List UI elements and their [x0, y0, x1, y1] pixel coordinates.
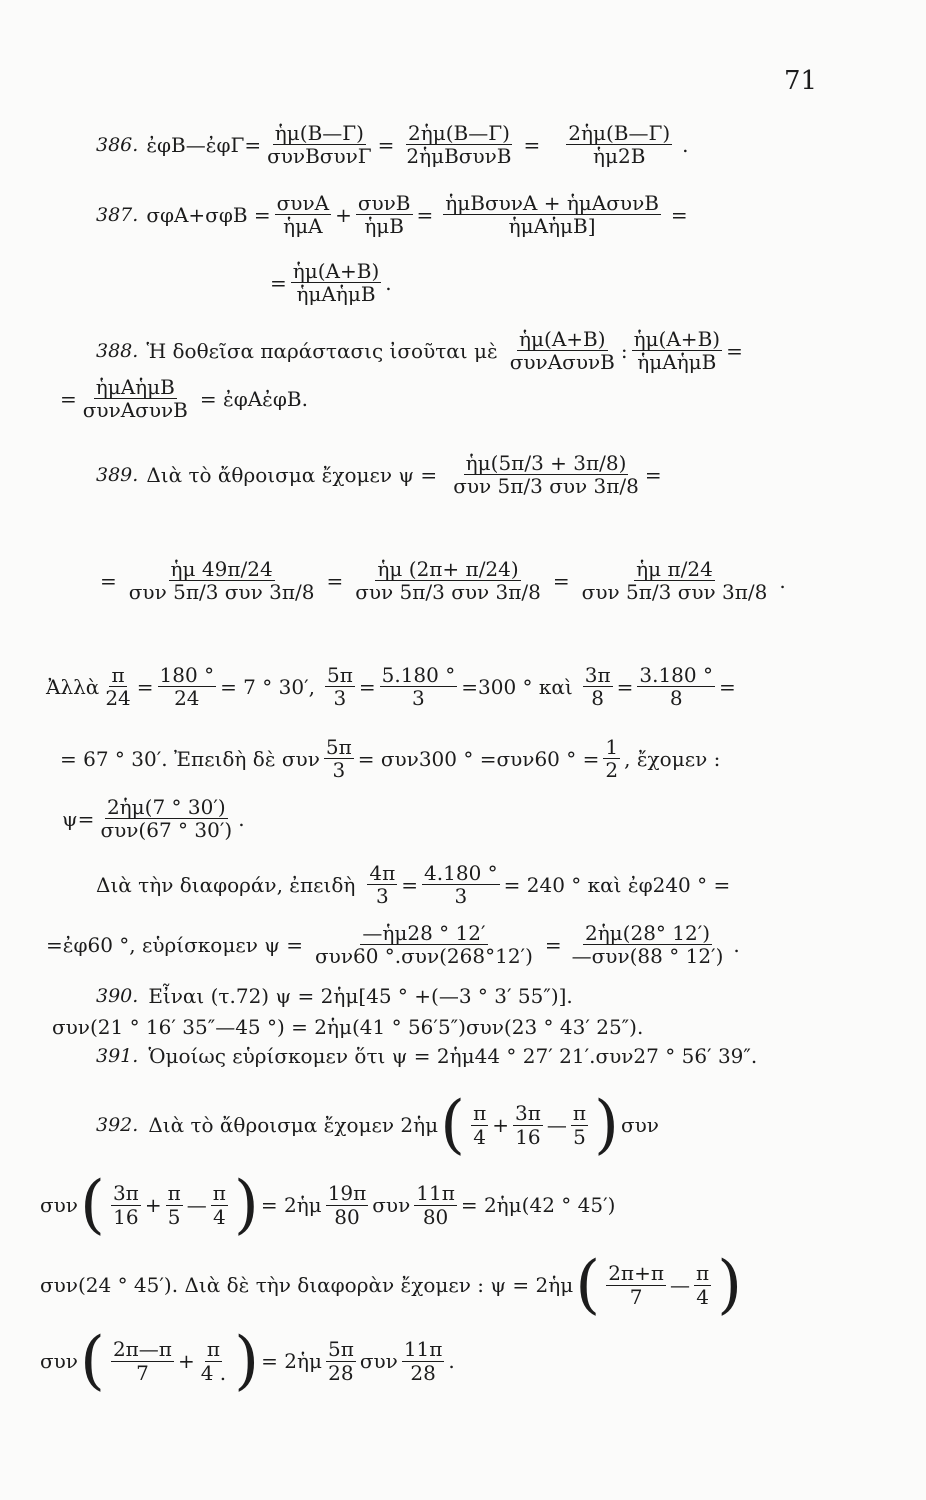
- page-number: 71: [784, 66, 818, 96]
- expression: συν: [40, 1349, 78, 1374]
- exercise-387-line2: [270, 260, 670, 306]
- right-parenthesis: ): [594, 1088, 619, 1162]
- fraction: $\frac{19\pi}{80}$: [327, 1181, 367, 1229]
- equals-sign: =: [100, 568, 117, 593]
- exercise-386: [96, 122, 926, 168]
- fraction: $\frac{\text{ἡμ π/24}}{\text{συν 5π/3 συν 3π/8}}$: [581, 557, 768, 605]
- exercise-388: [96, 328, 926, 374]
- exercise-392-line2: [40, 1168, 926, 1242]
- fraction: $\frac{\text{συνΑ}}{\text{ἡμΑ}}$: [276, 191, 330, 239]
- fraction: $\frac{\text{συνΒ}}{\text{ἡμΒ}}$: [357, 191, 411, 239]
- exercise-392-line4: [40, 1324, 926, 1398]
- exercise-number: 390.: [96, 985, 139, 1007]
- exercise-388-line2: [60, 376, 660, 422]
- expression: = ἐφΑἐφΒ.: [199, 386, 308, 411]
- equals-sign: =: [416, 202, 434, 227]
- right-parenthesis: ): [717, 1248, 743, 1322]
- minus-sign: —: [546, 1113, 567, 1138]
- equals-sign: =: [726, 338, 743, 363]
- fraction: $\frac{\pi}{4}$: [473, 1101, 487, 1149]
- period: .: [733, 932, 740, 957]
- equals-sign: =: [523, 132, 541, 157]
- fraction: $\frac{\text{2ἡμ(Β—Γ)}}{\text{ἡμ2Β}}$: [568, 121, 671, 169]
- expression: = 2ἡμ: [260, 1193, 322, 1218]
- equals-sign: =: [326, 568, 344, 593]
- fraction: $\frac{5\pi}{3}$: [325, 735, 352, 783]
- expression: συν: [359, 1349, 398, 1374]
- exercise-number: 386.: [96, 133, 139, 156]
- fraction: $\frac{4.180 ^\circ}{3}$: [424, 861, 498, 909]
- fraction: $\frac{\pi}{24}$: [105, 663, 131, 711]
- equals-sign: =: [670, 202, 688, 227]
- fraction: $\frac{5\pi}{3}$: [326, 663, 353, 711]
- expression: ψ=: [62, 806, 95, 831]
- period: .: [682, 132, 689, 157]
- fraction: $\frac{3\pi}{16}$: [515, 1101, 541, 1149]
- exercise-number: 391.: [96, 1045, 139, 1067]
- equals-sign: =: [552, 568, 570, 593]
- period: .: [238, 806, 245, 831]
- fraction: $\frac{\text{ἡμ(5π/3 + 3π/8)}}{\text{συν 5π/3 συν 3π/8}}$: [453, 451, 639, 499]
- fraction: $\frac{1}{2}$: [605, 735, 619, 783]
- exercise-number: 389.: [96, 463, 139, 486]
- fraction: $\frac{11\pi}{80}$: [416, 1181, 455, 1229]
- right-parenthesis: ): [233, 1168, 259, 1242]
- expression: συν: [372, 1193, 411, 1218]
- left-parenthesis: (: [575, 1248, 601, 1322]
- fraction: $\frac{\pi}{4 .}$: [200, 1337, 227, 1385]
- equals-sign: =: [644, 462, 662, 487]
- left-parenthesis: (: [440, 1088, 466, 1162]
- equals-sign: =: [136, 674, 154, 699]
- fraction: $\frac{2\pi+\pi}{7}$: [608, 1261, 664, 1309]
- equals-sign: =: [60, 386, 77, 411]
- exercise-390-line2: [52, 1015, 926, 1039]
- exercise-389-line4: [60, 736, 926, 782]
- exercise-389-line5: [62, 796, 462, 842]
- expression: = 7 ° 30′,: [220, 674, 315, 699]
- fraction: $\frac{\text{2ἡμ(28° 12′)}}{\text{—συν(88 ° 12′)}}$: [571, 921, 724, 969]
- expression: συν: [621, 1113, 659, 1138]
- expression: , ἔχομεν :: [624, 746, 721, 771]
- minus-sign: —: [186, 1193, 207, 1218]
- right-parenthesis: ): [234, 1324, 260, 1398]
- exercise-392: [96, 1088, 926, 1162]
- fraction: $\frac{\pi}{5}$: [572, 1101, 587, 1149]
- fraction: $\frac{11\pi}{28}$: [403, 1337, 443, 1385]
- expression: = 2ἡμ(42 ° 45′): [460, 1193, 616, 1218]
- colon: :: [620, 338, 628, 363]
- fraction: $\frac{\text{ἡμ(Α+Β)}}{\text{ἡμΑἡμΒ}}$: [292, 259, 380, 307]
- minus-sign: —: [669, 1273, 690, 1298]
- fraction: $\frac{\text{ἡμΑἡμΒ}}{\text{συνΑσυνΒ}}$: [82, 375, 188, 423]
- exercise-389: [96, 452, 926, 498]
- exercise-387: [96, 192, 926, 238]
- exercise-text: Εἶναι (τ.72) ψ = 2ἡμ[45 ° +(—3 ° 3′ 55″)].: [148, 984, 573, 1008]
- fraction: $\frac{180 ^\circ}{24}$: [159, 663, 215, 711]
- fraction: $\frac{\text{ἡμΒσυνΑ + ἡμΑσυνΒ}}{\text{ἡμΑἡμΒ]}}$: [445, 191, 659, 239]
- exercise-number: 388.: [96, 339, 139, 362]
- expression: = 240 ° καὶ ἐφ240 ° =: [503, 872, 731, 897]
- equals-sign: =: [401, 872, 419, 897]
- expression: =300 ° καὶ: [461, 674, 573, 699]
- expression: =ἐφ60 °, εὑρίσκομεν ψ =: [46, 932, 304, 957]
- exercise-389-line2: [100, 558, 926, 604]
- exercise-390: [96, 984, 926, 1008]
- fraction: $\frac{\text{2ἡμ(7 ° 30′)}}{\text{συν(67 ° 30′)}}$: [100, 795, 233, 843]
- equals-sign: =: [719, 674, 736, 699]
- fraction: $\frac{\text{ἡμ(Β—Γ)}}{\text{συνΒσυνΓ}}$: [267, 121, 372, 169]
- fraction: $\frac{\text{ἡμ(Α+Β)}}{\text{συνΑσυνΒ}}$: [509, 327, 615, 375]
- exercise-392-line3: [40, 1248, 926, 1322]
- fraction: $\frac{5\pi}{28}$: [327, 1337, 354, 1385]
- expression: = συν300 ° =συν60 ° =: [357, 746, 600, 771]
- fraction: $\frac{\pi}{4}$: [212, 1181, 226, 1229]
- exercise-text: Ἡ δοθεῖσα παράστασις ἰσοῦται μὲ: [146, 338, 498, 363]
- expression: σφΑ+σφΒ =: [146, 202, 271, 227]
- fraction: $\frac{3.180 ^\circ}{8}$: [639, 663, 713, 711]
- exercise-391: [96, 1044, 926, 1068]
- exercise-389-line3: [46, 664, 926, 710]
- exercise-text: Ὁμοίως εὑρίσκομεν ὅτι ψ = 2ἡμ44 ° 27′ 21′.συν27 ° 56′ 39″.: [148, 1044, 758, 1068]
- fraction: $\frac{\text{ἡμ(Α+Β)}}{\text{ἡμΑἡμΒ}}$: [633, 327, 721, 375]
- expression: συν: [40, 1193, 78, 1218]
- exercise-number: 387.: [96, 203, 139, 226]
- fraction: $\frac{3\pi}{8}$: [584, 663, 611, 711]
- exercise-text: συν(21 ° 16′ 35″—45 °) = 2ἡμ(41 ° 56′5″)συν(23 ° 43′ 25″).: [52, 1015, 644, 1039]
- fraction: $\frac{2\pi—\pi}{7}$: [112, 1337, 172, 1385]
- fraction: $\frac{5.180 ^\circ}{3}$: [381, 663, 456, 711]
- left-parenthesis: (: [79, 1168, 105, 1242]
- exercise-text: Διὰ τὸ ἄθροισμα ἔχομεν ψ =: [146, 462, 438, 487]
- fraction: $\frac{3\pi}{16}$: [112, 1181, 139, 1229]
- plus-sign: +: [177, 1349, 195, 1374]
- difference-line1: [96, 862, 926, 908]
- plus-sign: +: [335, 202, 352, 227]
- fraction: $\frac{\pi}{5}$: [167, 1181, 181, 1229]
- fraction: $\frac{\text{ἡμ (2π+ π/24)}}{\text{συν 5π/3 συν 3π/8}}$: [355, 557, 541, 605]
- plus-sign: +: [492, 1113, 509, 1138]
- fraction: $\frac{\text{2ἡμ(Β—Γ)}}{\text{2ἡμΒσυνΒ}}$: [406, 121, 512, 169]
- left-parenthesis: (: [79, 1324, 105, 1398]
- fraction: $\frac{\text{ἡμ 49π/24}}{\text{συν 5π/3 συν 3π/8}}$: [128, 557, 315, 605]
- fraction: $\frac{\pi}{4}$: [695, 1261, 710, 1309]
- equals-sign: =: [270, 270, 287, 295]
- plus-sign: +: [144, 1193, 162, 1218]
- equals-sign: =: [544, 932, 562, 957]
- equals-sign: =: [358, 674, 376, 699]
- expression: συν(24 ° 45′). Διὰ δὲ τὴν διαφορὰν ἔχομεν : ψ = 2ἡμ: [40, 1273, 574, 1298]
- period: .: [448, 1349, 455, 1374]
- expression: = 67 ° 30′. Ἐπειδὴ δὲ συν: [60, 746, 320, 771]
- exercise-number: 392.: [96, 1114, 139, 1137]
- expression: ἐφΒ—ἐφΓ=: [146, 132, 262, 157]
- expression: Ἀλλὰ: [46, 674, 100, 699]
- difference-line2: [46, 922, 926, 968]
- equals-sign: =: [616, 674, 634, 699]
- period: .: [385, 270, 392, 295]
- expression: = 2ἡμ: [261, 1349, 322, 1374]
- fraction: $\frac{4\pi}{3}$: [369, 861, 396, 909]
- equals-sign: =: [377, 132, 395, 157]
- fraction: $\frac{\text{—ἡμ28 ° 12′}}{\text{συν60 °.συν(268°12′)}}$: [315, 921, 533, 969]
- exercise-text: Διὰ τὸ ἄθροισμα ἔχομεν 2ἡμ: [148, 1113, 439, 1138]
- period: .: [779, 568, 786, 593]
- exercise-text: Διὰ τὴν διαφοράν, ἐπειδὴ: [96, 872, 356, 897]
